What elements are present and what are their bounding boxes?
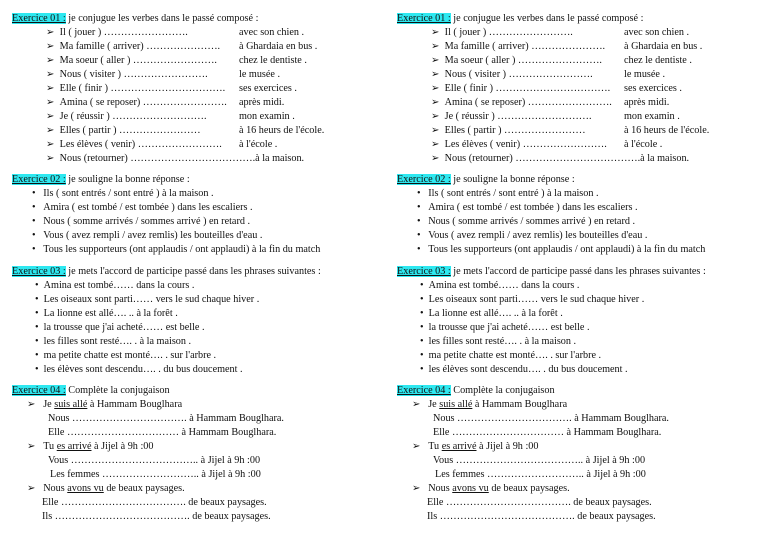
list-item: ➢ Nous (retourner) ……………………………….à la maison.	[431, 153, 690, 164]
bullet-icon: •	[417, 188, 421, 199]
arrow-bullet-icon: ➢	[412, 441, 421, 452]
list-item: • la trousse que j'ai acheté…… est belle .	[420, 322, 590, 333]
list-item: ➢ Elle ( finir ) ……………………………. ses exercices .	[431, 83, 682, 94]
arrow-bullet-icon: ➢	[46, 139, 55, 150]
list-item: • les élèves sont descendu…. . du bus doucement .	[35, 364, 243, 375]
list-item: Nous ……………………………. à Hammam Bouglhara.	[433, 413, 669, 424]
list-item: • Les oiseaux sont parti…… vers le sud chaque hiver .	[420, 294, 645, 305]
list-item: ➢ Je suis allé à Hammam Bouglhara	[412, 399, 568, 410]
list-item: Vous ……………………………….. à Jijel à 9h :00	[48, 455, 261, 466]
list-item: • Les oiseaux sont parti…… vers le sud chaque hiver .	[35, 294, 260, 305]
arrow-bullet-icon: ➢	[46, 41, 55, 52]
list-item: • Amina est tombé…… dans la cours .	[35, 280, 195, 291]
bullet-icon: •	[417, 230, 421, 241]
arrow-bullet-icon: ➢	[46, 55, 55, 66]
arrow-bullet-icon: ➢	[27, 483, 36, 494]
list-item: Elle ………………………………. de beaux paysages.	[427, 497, 652, 508]
arrow-bullet-icon: ➢	[431, 111, 440, 122]
arrow-bullet-icon: ➢	[431, 69, 440, 80]
bullet-icon: •	[420, 322, 424, 333]
arrow-bullet-icon: ➢	[46, 83, 55, 94]
arrow-bullet-icon: ➢	[431, 27, 440, 38]
arrow-bullet-icon: ➢	[412, 399, 421, 410]
list-item: Vous ……………………………….. à Jijel à 9h :00	[433, 455, 646, 466]
bullet-icon: •	[420, 364, 424, 375]
list-item: • Vous ( avez rempli / avez remlis) les bouteilles d'eau .	[417, 230, 648, 241]
list-item: ➢ Nous ( visiter ) ……………………. le musée .	[46, 69, 281, 80]
list-item: ➢ Nous ( visiter ) ……………………. le musée .	[431, 69, 666, 80]
bullet-icon: •	[35, 336, 39, 347]
ex2-label: Exercice 02 :	[397, 174, 451, 185]
list-item: • Amira ( est tombé / est tombée ) dans les escaliers .	[32, 202, 253, 213]
list-item: • Tous les supporteurs (ont applaudis / ont applaudi) à la fin du match	[32, 244, 321, 255]
ex4-label: Exercice 04 :	[397, 385, 451, 396]
list-item: Nous ……………………………. à Hammam Bouglhara.	[48, 413, 284, 424]
bullet-icon: •	[35, 308, 39, 319]
list-item: Elle …………………………… à Hammam Bouglhara.	[48, 427, 277, 438]
list-item: ➢ Elles ( partir ) …………………… à 16 heurs de l'école.	[46, 125, 325, 136]
list-item: Elle …………………………… à Hammam Bouglhara.	[433, 427, 662, 438]
bullet-icon: •	[420, 280, 424, 291]
arrow-bullet-icon: ➢	[46, 153, 55, 164]
list-item: • ma petite chatte est monté…. . sur l'arbre .	[420, 350, 602, 361]
list-item: ➢ Ma famille ( arriver) …………………. à Ghardaia en bus .	[46, 41, 318, 52]
list-item: • La lionne est allé…. .. à la forêt .	[420, 308, 563, 319]
list-item: • Nous ( somme arrivés / sommes arrivé ) en retard .	[32, 216, 251, 227]
bullet-icon: •	[32, 188, 36, 199]
list-item: ➢ Ma soeur ( aller ) ……………………. chez le dentiste .	[46, 55, 307, 66]
ex3-label: Exercice 03 :	[397, 266, 451, 277]
list-item: ➢ Elles ( partir ) …………………… à 16 heurs de l'école.	[431, 125, 710, 136]
ex3-instruction: je mets l'accord de participe passé dans les phrases suivantes :	[65, 266, 321, 277]
arrow-bullet-icon: ➢	[431, 139, 440, 150]
bullet-icon: •	[35, 280, 39, 291]
ex4-instruction: Complète la conjugaison	[65, 385, 170, 396]
bullet-icon: •	[32, 202, 36, 213]
list-item: • les filles sont resté…. . à la maison .	[35, 336, 192, 347]
ex2-heading	[397, 173, 575, 186]
list-item: • Amira ( est tombé / est tombée ) dans les escaliers .	[417, 202, 638, 213]
arrow-bullet-icon: ➢	[46, 97, 55, 108]
list-item: ➢ Ma soeur ( aller ) ……………………. chez le dentiste .	[431, 55, 692, 66]
ex1-heading	[12, 12, 258, 25]
list-item: • Nous ( somme arrivés / sommes arrivé ) en retard .	[417, 216, 636, 227]
list-item: ➢ Il ( jouer ) ……………………. avec son chien .	[431, 27, 690, 38]
bullet-icon: •	[32, 244, 36, 255]
arrow-bullet-icon: ➢	[46, 125, 55, 136]
arrow-bullet-icon: ➢	[431, 97, 440, 108]
bullet-icon: •	[32, 230, 36, 241]
bullet-icon: •	[35, 364, 39, 375]
ex1-label: Exercice 01 :	[397, 13, 451, 24]
list-item: ➢ Les élèves ( venir) ……………………. à l'école .	[46, 139, 278, 150]
list-item: • Tous les supporteurs (ont applaudis / ont applaudi) à la fin du match	[417, 244, 706, 255]
arrow-bullet-icon: ➢	[431, 55, 440, 66]
ex3-heading	[397, 265, 706, 278]
list-item: ➢ Amina ( se reposer) ……………………. après midi.	[431, 97, 670, 108]
list-item: ➢ Tu es arrivé à Jijel à 9h :00	[27, 441, 154, 452]
arrow-bullet-icon: ➢	[431, 41, 440, 52]
list-item: ➢ Nous avons vu de beaux paysages.	[412, 483, 570, 494]
list-item: Les femmes ……………………….. à Jijel à 9h :00	[435, 469, 646, 480]
list-item: ➢ Je ( réussir ) ………………………. mon examin .	[46, 111, 295, 122]
list-item: ➢ Les élèves ( venir) ……………………. à l'école .	[431, 139, 663, 150]
list-item: ➢ Elle ( finir ) ……………………………. ses exercices .	[46, 83, 297, 94]
ex3-label: Exercice 03 :	[12, 266, 66, 277]
ex2-heading	[12, 173, 190, 186]
list-item: ➢ Nous avons vu de beaux paysages.	[27, 483, 185, 494]
ex1-label: Exercice 01 :	[12, 13, 66, 24]
ex4-heading	[397, 384, 555, 397]
bullet-icon: •	[35, 350, 39, 361]
arrow-bullet-icon: ➢	[27, 441, 36, 452]
ex1-instruction: je conjugue les verbes dans le passé composé :	[65, 13, 259, 24]
bullet-icon: •	[417, 216, 421, 227]
list-item: • Ils ( sont entrés / sont entré ) à la maison .	[32, 188, 214, 199]
list-item: Ils …………………………………. de beaux paysages.	[42, 511, 271, 522]
arrow-bullet-icon: ➢	[412, 483, 421, 494]
arrow-bullet-icon: ➢	[431, 153, 440, 164]
arrow-bullet-icon: ➢	[431, 83, 440, 94]
list-item: • Amina est tombé…… dans la cours .	[420, 280, 580, 291]
list-item: • la trousse que j'ai acheté…… est belle .	[35, 322, 205, 333]
list-item: • les élèves sont descendu…. . du bus doucement .	[420, 364, 628, 375]
bullet-icon: •	[420, 294, 424, 305]
bullet-icon: •	[35, 322, 39, 333]
bullet-icon: •	[417, 202, 421, 213]
list-item: ➢ Je suis allé à Hammam Bouglhara	[27, 399, 183, 410]
ex1-heading	[397, 12, 643, 25]
list-item: • La lionne est allé…. .. à la forêt .	[35, 308, 178, 319]
ex3-instruction: je mets l'accord de participe passé dans les phrases suivantes :	[450, 266, 706, 277]
list-item: ➢ Nous (retourner) ……………………………….à la maison.	[46, 153, 305, 164]
list-item: ➢ Tu es arrivé à Jijel à 9h :00	[412, 441, 539, 452]
bullet-icon: •	[35, 294, 39, 305]
arrow-bullet-icon: ➢	[46, 69, 55, 80]
arrow-bullet-icon: ➢	[431, 125, 440, 136]
list-item: • les filles sont resté…. . à la maison .	[420, 336, 577, 347]
arrow-bullet-icon: ➢	[46, 111, 55, 122]
list-item: ➢ Je ( réussir ) ………………………. mon examin .	[431, 111, 680, 122]
list-item: • Vous ( avez rempli / avez remlis) les bouteilles d'eau .	[32, 230, 263, 241]
bullet-icon: •	[420, 350, 424, 361]
list-item: ➢ Ma famille ( arriver) …………………. à Ghardaia en bus .	[431, 41, 703, 52]
ex2-instruction: je souligne la bonne réponse :	[65, 174, 190, 185]
list-item: • ma petite chatte est monté…. . sur l'arbre .	[35, 350, 217, 361]
ex2-label: Exercice 02 :	[12, 174, 66, 185]
bullet-icon: •	[417, 244, 421, 255]
ex4-instruction: Complète la conjugaison	[450, 385, 555, 396]
ex1-instruction: je conjugue les verbes dans le passé composé :	[450, 13, 644, 24]
list-item: Les femmes ……………………….. à Jijel à 9h :00	[50, 469, 261, 480]
bullet-icon: •	[420, 336, 424, 347]
list-item: Ils …………………………………. de beaux paysages.	[427, 511, 656, 522]
list-item: ➢ Il ( jouer ) ……………………. avec son chien .	[46, 27, 305, 38]
ex3-heading	[12, 265, 321, 278]
arrow-bullet-icon: ➢	[27, 399, 36, 410]
ex2-instruction: je souligne la bonne réponse :	[450, 174, 575, 185]
arrow-bullet-icon: ➢	[46, 27, 55, 38]
bullet-icon: •	[32, 216, 36, 227]
list-item: • Ils ( sont entrés / sont entré ) à la maison .	[417, 188, 599, 199]
list-item: ➢ Amina ( se reposer) ……………………. après midi.	[46, 97, 285, 108]
ex4-label: Exercice 04 :	[12, 385, 66, 396]
bullet-icon: •	[420, 308, 424, 319]
list-item: Elle ………………………………. de beaux paysages.	[42, 497, 267, 508]
ex4-heading	[12, 384, 170, 397]
